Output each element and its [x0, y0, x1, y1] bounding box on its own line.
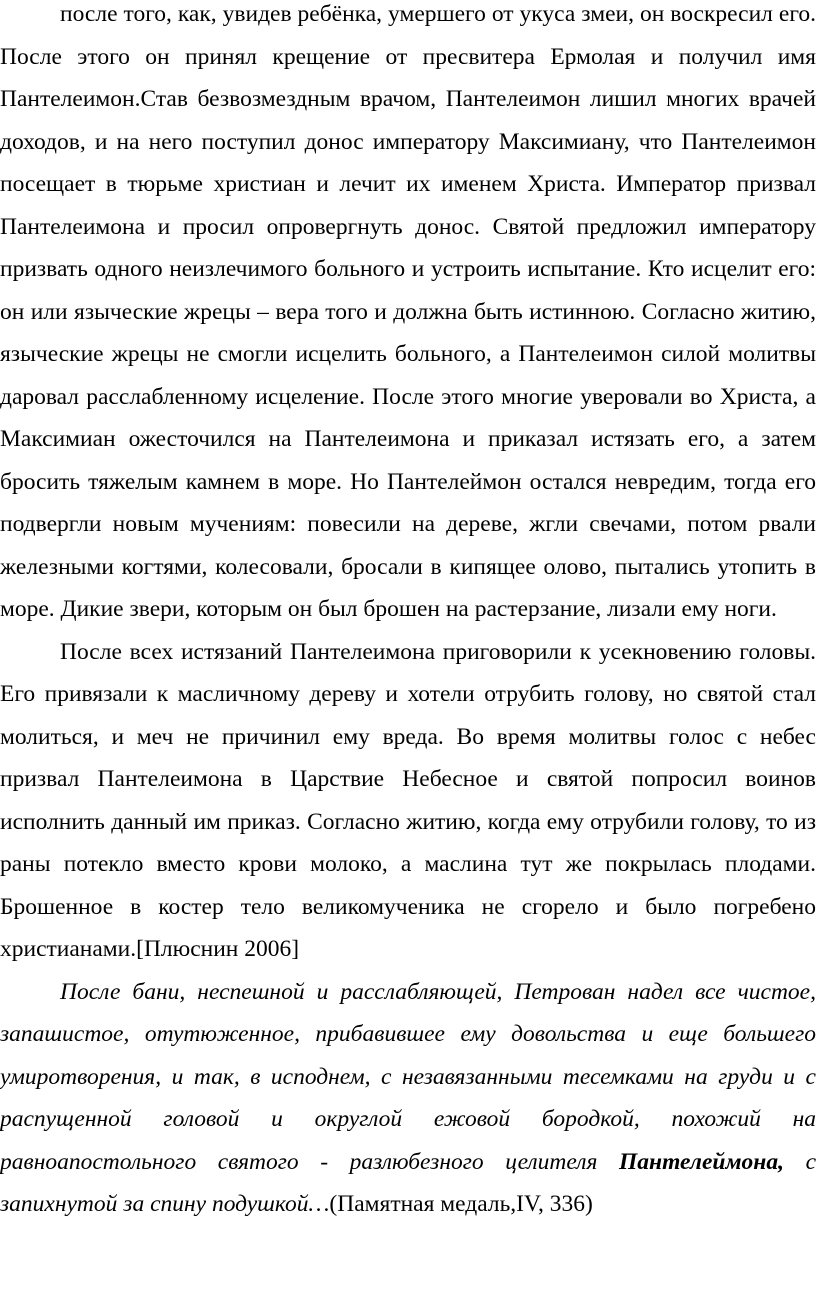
quote-citation: (Памятная медаль,IV, 336): [329, 1191, 593, 1217]
quote-text-end: с запихнутой за спину подушкой…: [0, 1148, 816, 1217]
quote-text: После бани, неспешной и расслабляющей, Петрован надел все чистое, запашистое, отутюженное, прибавившее ему довольства и еще большего умиротворения, и так, в исподнем, с незавязанными тесемками на груди и с распущенной головой и округлой ежовой бородкой, похожий на равноапостольного святого - разлюбезного целителя: [0, 978, 816, 1175]
quote-bold-name: Пантелеймона,: [619, 1148, 784, 1175]
paragraph-3-quote: [0, 971, 816, 1226]
paragraph-1: после того, как, увидев ребёнка, умершего от укуса змеи, он воскресил его. После этого он принял крещение от пресвитера Ермолая и получил имя Пантелеимон.Став безвозмездным врачом, Пантелеимон лишил многих врачей доходов, и на него поступил донос императору Максимиану, что Пантелеимон посещает в тюрьме христиан и лечит их именем Христа. Император призвал Пантелеимона и просил опровергнуть донос. Святой предложил императору призвать одного неизлечимого больного и устроить испытание. Кто исцелит его: он или языческие жрецы – вера того и должна быть истинною. Согласно житию, языческие жрецы не смогли исцелить больного, а Пантелеимон силой молитвы даровал расслабленному исцеление. После этого многие уверовали во Христа, а Максимиан ожесточился на Пантелеимона и приказал истязать его, а затем бросить тяжелым камнем в море. Но Пантелеймон остался невредим, тогда его подвергли новым мучениям: повесили на дереве, жгли свечами, потом рвали железными когтями, колесовали, бросали в кипящее олово, пытались утопить в море. Дикие звери, которым он был брошен на растерзание, лизали ему ноги.: [0, 1, 816, 622]
paragraph-2: После всех истязаний Пантелеимона приговорили к усекновению головы. Его привязали к масличному дереву и хотели отрубить голову, но святой стал молиться, и меч не причинил ему вреда. Во время молитвы голос с небес призвал Пантелеимона в Царствие Небесное и святой попросил воинов исполнить данный им приказ. Согласно житию, когда ему отрубили голову, то из раны потекло вместо крови молоко, а маслина тут же покрылась плодами. Брошенное в костер тело великомученика не сгорело и было погребено христианами.[Плюснин 2006]: [0, 638, 816, 962]
